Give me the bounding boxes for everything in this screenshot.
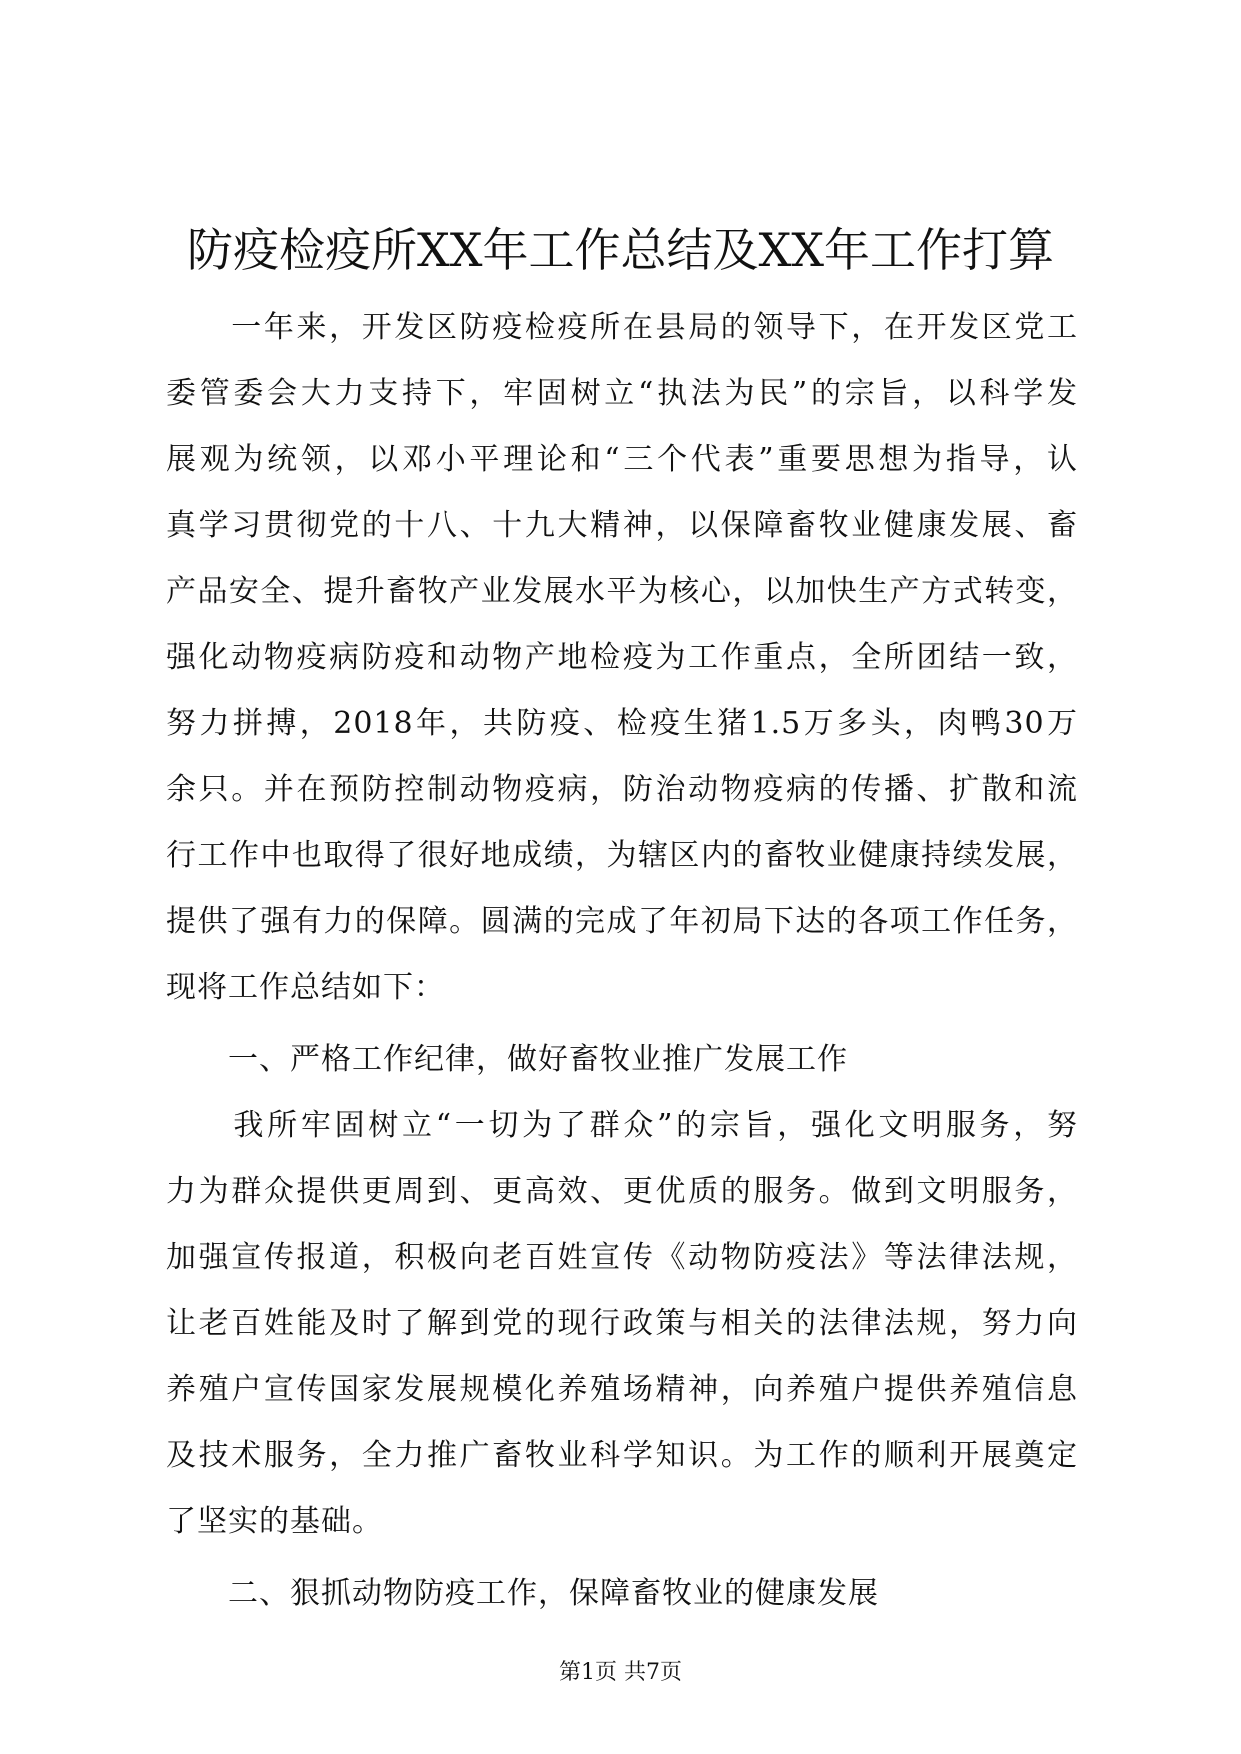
paragraph-line: 努力拼搏，2018年，共防疫、检疫生猪1.5万多头，肉鸭30万 <box>166 706 1078 741</box>
paragraph-line: 行工作中也取得了很好地成绩，为辖区内的畜牧业健康持续发展， <box>166 838 1078 873</box>
paragraph-1 <box>166 295 1078 1021</box>
paragraph-line: 加强宣传报道，积极向老百姓宣传《动物防疫法》等法律法规， <box>166 1240 1078 1275</box>
paragraph-line: 提供了强有力的保障。圆满的完成了年初局下达的各项工作任务， <box>166 904 1078 939</box>
paragraph-line: 了坚实的基础。 <box>166 1504 383 1539</box>
paragraph-line: 产品安全、提升畜牧产业发展水平为核心，以加快生产方式转变， <box>166 574 1078 609</box>
paragraph-line: 委管委会大力支持下，牢固树立“执法为民”的宗旨，以科学发 <box>166 376 1078 411</box>
paragraph-line: 一年来，开发区防疫检疫所在县局的领导下，在开发区党工 <box>166 310 1078 345</box>
document-title: 防疫检疫所XX年工作总结及XX年工作打算 <box>187 223 1054 277</box>
page-number-footer: 第1页 共7页 <box>559 1660 682 1685</box>
paragraph-line: 现将工作总结如下： <box>166 970 445 1005</box>
paragraph-line: 真学习贯彻党的十八、十九大精神，以保障畜牧业健康发展、畜 <box>166 508 1078 543</box>
paragraph-line: 展观为统领，以邓小平理论和“三个代表”重要思想为指导，认 <box>166 442 1078 477</box>
paragraph-line: 养殖户宣传国家发展规模化养殖场精神，向养殖户提供养殖信息 <box>166 1372 1078 1407</box>
paragraph-line: 我所牢固树立“一切为了群众”的宗旨，强化文明服务，努 <box>166 1108 1078 1143</box>
document-body <box>166 295 1078 1627</box>
paragraph-line: 及技术服务，全力推广畜牧业科学知识。为工作的顺利开展奠定 <box>166 1438 1078 1473</box>
paragraph-line: 力为群众提供更周到、更高效、更优质的服务。做到文明服务， <box>166 1174 1078 1209</box>
paragraph-line: 余只。并在预防控制动物疫病，防治动物疫病的传播、扩散和流 <box>166 772 1078 807</box>
paragraph-line: 强化动物疫病防疫和动物产地检疫为工作重点，全所团结一致， <box>166 640 1078 675</box>
section-heading-2: 二、狠抓动物防疫工作，保障畜牧业的健康发展 <box>166 1576 879 1611</box>
paragraph-2 <box>166 1093 1078 1555</box>
paragraph-line: 让老百姓能及时了解到党的现行政策与相关的法律法规，努力向 <box>166 1306 1078 1341</box>
section-heading-1: 一、严格工作纪律，做好畜牧业推广发展工作 <box>166 1042 848 1077</box>
